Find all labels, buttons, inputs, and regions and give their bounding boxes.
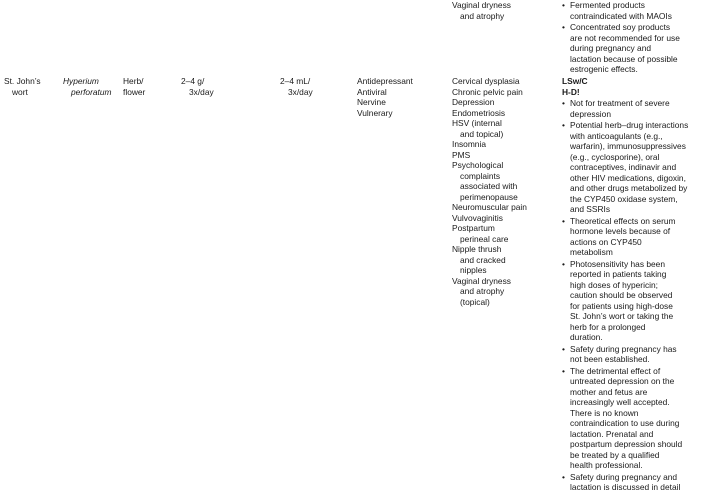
latin-name [63, 76, 112, 97]
text-line: caution should be observed [570, 290, 673, 300]
text-line: flower [123, 86, 146, 97]
text-line: Vaginal dryness [452, 0, 511, 10]
note-bullet [562, 0, 680, 21]
text-line: HSV (internal [452, 118, 502, 128]
text-line: Vulvovaginitis [452, 212, 503, 223]
text-line: duration. [570, 332, 603, 342]
plant-part [123, 76, 145, 97]
text-line: Depression [452, 97, 495, 107]
dose-dried [181, 76, 214, 97]
text-line: PMS [452, 149, 471, 160]
text-line: are not recommended for use [570, 32, 680, 43]
safety-codes [562, 76, 688, 97]
text-line: 3x/day [288, 86, 313, 97]
text-line: high doses of hypericin; [570, 279, 658, 290]
text-line: The detrimental effect of [570, 365, 661, 376]
text-line: Vulnerary [357, 107, 393, 118]
text-line: (topical) [460, 296, 490, 307]
text-line: Hyperium [63, 76, 99, 86]
text-line: not been established. [570, 354, 650, 364]
text-line: lactation. Prenatal and [570, 428, 654, 439]
text-line: and atrophy [460, 10, 505, 21]
bullet-icon: • [562, 365, 565, 376]
text-line: for patients using high-dose [570, 300, 673, 311]
text-line: postpartum depression should [570, 439, 683, 449]
text-line: the CYP450 oxidase system, [570, 193, 678, 204]
text-line: Antiviral [357, 86, 387, 97]
text-line: Endometriosis [452, 107, 506, 118]
text-line: perforatum [71, 86, 112, 97]
text-line: and SSRIs [570, 204, 611, 214]
text-line: be treated by a qualified [570, 449, 660, 460]
text-line: depression [570, 108, 611, 119]
note-bullet [562, 22, 680, 75]
text-line: St. John’s wort or taking the [570, 311, 674, 321]
text-line: and topical) [460, 128, 504, 139]
text-line: Nipple thrush [452, 244, 502, 254]
text-line: Vaginal dryness [452, 275, 511, 286]
text-line: nipples [460, 265, 487, 275]
text-line: and cracked [460, 254, 506, 265]
text-line: Herb/ [123, 76, 144, 86]
note-bullet [562, 98, 688, 119]
text-line: other HIV medications, digoxin, [570, 172, 686, 183]
text-line: Theoretical effects on serum [570, 215, 676, 226]
text-line: lactation because of possible [570, 53, 678, 64]
text-line: Concentrated soy products [570, 22, 671, 32]
bullet-icon: • [562, 215, 565, 226]
note-bullet [562, 472, 688, 493]
text-line: contraindication to use during [570, 418, 680, 428]
note-bullet [562, 216, 688, 258]
text-line: LSw/C [562, 76, 588, 86]
note-bullet [562, 259, 688, 343]
bullet-icon: • [562, 343, 565, 354]
text-line: Antidepressant [357, 76, 413, 86]
text-line: Insomnia [452, 139, 486, 149]
dose-tincture [280, 76, 313, 97]
text-line: Nervine [357, 97, 386, 107]
text-line: contraceptives, indinavir and [570, 162, 677, 172]
text-line: Not for treatment of severe [570, 98, 670, 108]
text-line: perineal care [460, 233, 509, 244]
bullet-icon: • [562, 120, 565, 130]
note-bullet [562, 120, 688, 215]
bullet-icon: • [562, 22, 565, 32]
text-line: (e.g., cyclosporine), oral [570, 151, 660, 162]
text-line: Safety during pregnancy and [570, 471, 678, 482]
actions [357, 76, 413, 118]
text-line: complaints [460, 170, 501, 181]
text-line: perimenopause [460, 191, 518, 202]
notes-bullets [562, 98, 688, 493]
indications [452, 76, 527, 307]
text-line: and other drugs metabolized by [570, 183, 688, 193]
text-line: hormone levels because of [570, 226, 671, 236]
text-line: There is no known [570, 407, 639, 418]
prev-notes [562, 0, 680, 75]
note-bullet [562, 366, 688, 471]
text-line: herb for a prolonged [570, 321, 646, 332]
notes [562, 76, 688, 493]
text-line: metabolism [570, 247, 613, 257]
text-line: untreated depression on the [570, 376, 675, 386]
text-line: 2–4 g/ [181, 76, 205, 86]
text-line: Psychological [452, 160, 504, 170]
text-line: Neuromuscular pain [452, 202, 527, 212]
text-line: St. John’s [4, 76, 41, 86]
text-line: wort [12, 86, 28, 97]
text-line: Photosensitivity has been [570, 258, 665, 269]
text-line: H-D! [562, 86, 580, 97]
text-line: associated with [460, 181, 518, 191]
text-line: Chronic pelvic pain [452, 86, 523, 97]
text-line: 3x/day [189, 86, 214, 97]
text-line: reported in patients taking [570, 269, 667, 279]
note-bullet [562, 344, 688, 365]
text-line: Potential herb–drug interactions [570, 120, 689, 130]
text-line: actions on CYP450 [570, 236, 642, 247]
text-line: estrogenic effects. [570, 64, 638, 74]
bullet-icon: • [562, 471, 565, 482]
bullet-icon: • [562, 258, 565, 269]
bullet-icon: • [562, 98, 565, 108]
text-line: Postpartum [452, 223, 495, 233]
common-name [4, 76, 41, 97]
text-line: 2–4 mL/ [280, 76, 311, 86]
text-line: lactation is discussed in detail [570, 482, 681, 492]
text-line: and atrophy [460, 286, 505, 296]
prev-indications [452, 0, 511, 21]
text-line: Cervical dysplasia [452, 76, 520, 86]
text-line: warfarin), immunosuppressives [570, 141, 686, 151]
text-line: contraindicated with MAOIs [570, 10, 672, 21]
text-line: mother and fetus are [570, 386, 648, 397]
text-line: Fermented products [570, 0, 645, 10]
text-line: Safety during pregnancy has [570, 343, 677, 354]
text-line: during pregnancy and [570, 43, 652, 53]
bullet-icon: • [562, 0, 565, 10]
text-line: health professional. [570, 460, 643, 470]
text-line: with anticoagulants (e.g., [570, 130, 663, 141]
text-line: increasingly well accepted. [570, 397, 670, 407]
